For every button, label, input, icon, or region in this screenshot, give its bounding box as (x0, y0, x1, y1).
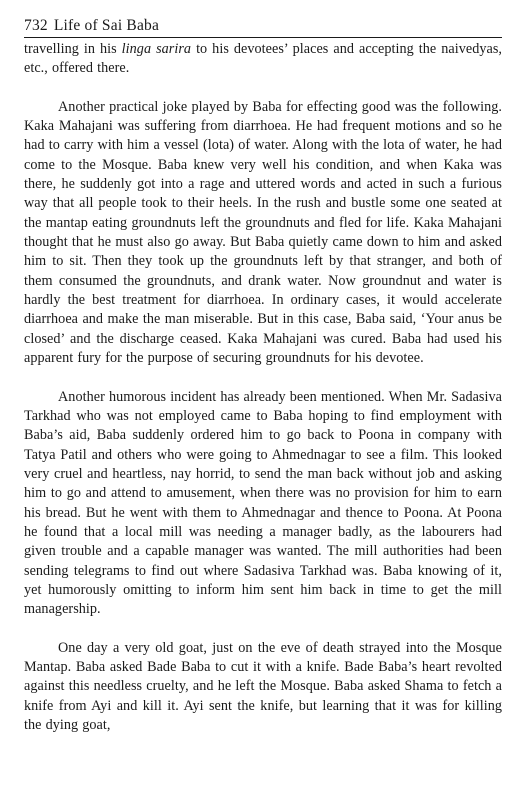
paragraph-segment: travelling in his (24, 41, 122, 57)
paragraph-kaka-mahajani (24, 98, 502, 369)
body-text (24, 40, 502, 735)
page-number: 732 (24, 17, 48, 34)
paragraph-sadasiva-tarkhad (24, 388, 502, 620)
paragraph-segment: Another humorous incident has already been mentioned. When Mr. Sadasiva Tarkhad who was not employed came to Baba hoping to find employment with Baba’s aid, Baba suddenly ordered him to go back to Poona in company with Tatya Patil and others who were going to Ahmednagar to see a film. This looked very cruel and heartless, nay horrid, to send the man back without job and asking him to go and attend to amusement, when there was no provision for him to earn his bread. But he went with them to Ahmednagar and thence to Poona. At Poona he found that a local mill was needing a manager badly, as the labourers had given trouble and a capable manager was wanted. The mill authorities had been sending telegrams to find out where Sadasiva Tarkhad was. Baba knowing of it, yet humorously omitting to inform him sent him back in time to get the mill managership. (24, 388, 502, 618)
paragraph-segment: Another practical joke played by Baba for effecting good was the following. Kaka Mahajani was suffering from diarrhoea. He had frequent motions and so he had to carry with him a vessel (lota) of water. Along with the lota of water, he had come to the Mosque. Baba knew very well his condition, and when Kaka was there, he suddenly got into a rage and uttered words and acted in such a furious way that all people took to their heels. In the rush and bustle some one seated at the mantap eating groundnuts left the groundnuts and fled for life. Kaka Mahajani thought that he must also go away. But Baba quietly came down to him and asked him to sit. Then they took up the groundnuts left by that stranger, and both of them consumed the groundnuts, and drank water. Now groundnut and water is hardly the best treatment for diarrhoea. In ordinary cases, it would accelerate diarrhoea and make the man miserable. But in this case, Baba said, ‘Your anus be closed’ and the discharge ceased. Kaka Mahajani was cured. Baba had used his apparent fury for the purpose of securing groundnuts for his devotee. (24, 98, 502, 367)
paragraph-segment-italic: linga sarira (121, 41, 192, 57)
paragraph-continuation (24, 40, 502, 79)
book-title: Life of Sai Baba (53, 17, 160, 34)
paragraph-old-goat (24, 639, 502, 736)
running-header (24, 16, 502, 38)
paragraph-segment: One day a very old goat, just on the eve of death strayed into the Mosque Mantap. Baba asked Bade Baba to cut it with a knife. Bade Baba’s heart revolted against this needless cruelty, and he left the Mosque. Baba asked Shama to fetch a knife from Ayi and kill it. Ayi sent the knife, but learning that it was for killing the dying goat, (24, 639, 502, 733)
paragraph-segment: to his devotees’ places and accepting the naivedyas, etc., offered there. (24, 41, 502, 77)
